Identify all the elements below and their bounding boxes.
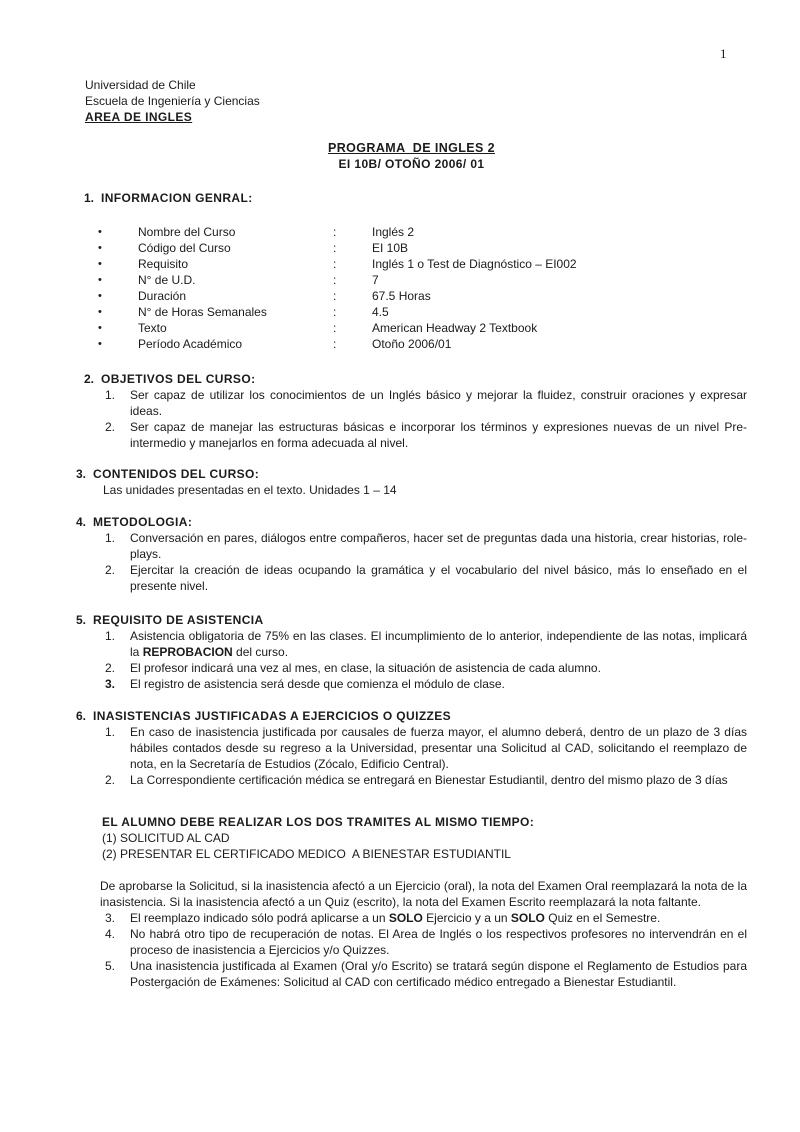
item-number: 2. (105, 420, 116, 434)
item-text: El registro de asistencia será desde que comienza el módulo de clase. (130, 677, 505, 691)
section-4-heading (76, 514, 747, 530)
course-info-table (98, 224, 747, 352)
item-number: 5. (105, 959, 116, 973)
section-2-title: OBJETIVOS DEL CURSO: (101, 372, 256, 386)
tramite-item (102, 830, 747, 846)
info-separator: : (333, 289, 337, 303)
list-item (105, 958, 747, 990)
item-text: PRESENTAR EL CERTIFICADO MEDICO A BIENESTAR ESTUDIANTIL (120, 847, 511, 861)
info-label: Período Académico (138, 337, 243, 351)
section-6-title: INASISTENCIAS JUSTIFICADAS A EJERCICIOS O QUIZZES (93, 709, 452, 723)
section-1-title: INFORMACION GENRAL: (101, 191, 253, 205)
item-text: Ser capaz de utilizar los conocimientos de un Inglés básico y mejorar la fluidez, construir oraciones y expresar ideas. (130, 388, 747, 418)
org-line-university: Universidad de Chile (85, 78, 196, 92)
info-row-duracion (98, 288, 747, 304)
section-metodologia (76, 514, 747, 594)
section-6-number: 6. (76, 709, 87, 723)
info-separator: : (333, 305, 337, 319)
list-item (105, 660, 747, 676)
info-label: N° de Horas Semanales (138, 305, 267, 319)
bullet-icon: • (98, 290, 102, 302)
tramites-heading: EL ALUMNO DEBE REALIZAR LOS DOS TRAMITES AL MISMO TIEMPO: (102, 815, 535, 829)
metodologia-list (105, 530, 747, 594)
list-item (105, 926, 747, 958)
list-item (105, 772, 747, 788)
list-item (105, 910, 747, 926)
item-number: 3. (105, 911, 116, 925)
aprobacion-paragraph: De aprobarse la Solicitud, si la inasistencia afectó a un Ejercicio (oral), la nota del Examen Oral reemplazará la nota de la inasistencia. Si la inasistencia afectó a un Quiz (escrito), la nota del Examen Escrito reemplazará la nota faltante. (100, 879, 747, 909)
section-3-number: 3. (76, 467, 87, 481)
item-text: Conversación en pares, diálogos entre compañeros, hacer set de preguntas dada una historia, crear historias, role-plays. (130, 531, 747, 561)
item-text: Una inasistencia justificada al Examen (Oral y/o Escrito) se tratará según dispone el Reglamento de Estudios para Postergación de Exámenes: Solicitud al CAD con certificado médico entregado a Bienestar Estudiantil. (130, 959, 747, 989)
section-1-number: 1. (84, 191, 95, 205)
section-asistencia (76, 612, 747, 692)
info-label: Duración (138, 289, 187, 303)
item-text: El reemplazo indicado sólo podrá aplicarse a un SOLO Ejercicio y a un SOLO Quiz en el Semestre. (130, 911, 661, 925)
section-5-title: REQUISITO DE ASISTENCIA (93, 613, 264, 627)
inasistencias-list-b (105, 910, 747, 990)
list-item (105, 419, 747, 451)
info-row-periodo (98, 336, 747, 352)
info-value: American Headway 2 Textbook (372, 321, 538, 335)
section-objetivos (76, 371, 747, 451)
info-value: Inglés 1 o Test de Diagnóstico – EI002 (372, 257, 577, 271)
info-label: Texto (138, 321, 167, 335)
info-label: N° de U.D. (138, 273, 196, 287)
item-text: En caso de inasistencia justificada por causales de fuerza mayor, el alumno deberá, dentro de un plazo de 3 días hábiles contados desde su regreso a la Universidad, presentar una Solicitud al CAD, solicitando el reemplazo de nota, en la Secretaría de Estudios (Zócalo, Edificio Central). (130, 725, 747, 771)
info-value: 4.5 (372, 305, 389, 319)
info-row-requisito (98, 256, 747, 272)
info-value: 7 (372, 273, 379, 287)
info-separator: : (333, 257, 337, 271)
item-number: 1. (105, 725, 116, 739)
document-subtitle: EI 10B/ OTOÑO 2006/ 01 (338, 157, 485, 171)
section-4-number: 4. (76, 515, 87, 529)
section-2-number: 2. (84, 372, 95, 386)
item-text: El profesor indicará una vez al mes, en clase, la situación de asistencia de cada alumno. (130, 661, 601, 675)
info-separator: : (333, 225, 337, 239)
document-title: PROGRAMA DE INGLES 2 (328, 141, 495, 155)
info-row-horas-semanales (98, 304, 747, 320)
section-informacion-general (76, 190, 747, 352)
bullet-icon: • (98, 226, 102, 238)
item-text: La Correspondiente certificación médica se entregará en Bienestar Estudiantil, dentro del mismo plazo de 3 días (130, 773, 728, 787)
section-5-number: 5. (76, 613, 87, 627)
tramites-block (102, 814, 747, 862)
item-text: Asistencia obligatoria de 75% en las clases. El incumplimiento de lo anterior, independiente de las notas, implicará la REPROBACION del curso. (130, 629, 747, 659)
org-header (85, 77, 747, 125)
list-item (105, 562, 747, 594)
item-number: (1) (102, 831, 117, 845)
list-item (105, 676, 747, 692)
asistencia-list (105, 628, 747, 692)
objetivos-list (105, 387, 747, 451)
list-item (105, 628, 747, 660)
item-number: 2. (105, 661, 116, 675)
bullet-icon: • (98, 242, 102, 254)
item-number: 2. (105, 773, 116, 787)
item-number: 3. (105, 677, 116, 691)
section-3-heading (76, 466, 747, 482)
item-number: 4. (105, 927, 116, 941)
item-text: Ejercitar la creación de ideas ocupando la gramática y el vocabulario del nivel básico, más lo enseñado en el presente nivel. (130, 563, 747, 593)
info-row-codigo (98, 240, 747, 256)
item-number: (2) (102, 847, 117, 861)
list-item (105, 530, 747, 562)
section-inasistencias (76, 708, 747, 990)
info-separator: : (333, 321, 337, 335)
bullet-icon: • (98, 274, 102, 286)
section-5-heading (76, 612, 747, 628)
section-2-heading (84, 371, 747, 387)
info-value: 67.5 Horas (372, 289, 431, 303)
item-number: 2. (105, 563, 116, 577)
info-separator: : (333, 337, 337, 351)
bullet-icon: • (98, 306, 102, 318)
info-separator: : (333, 241, 337, 255)
info-label: Código del Curso (138, 241, 231, 255)
info-row-nombre (98, 224, 747, 240)
org-line-school: Escuela de Ingeniería y Ciencias (85, 94, 260, 108)
list-item (105, 724, 747, 772)
section-contenidos (76, 466, 747, 498)
tramite-item (102, 846, 747, 862)
info-row-ud (98, 272, 747, 288)
bullet-icon: • (98, 322, 102, 334)
info-label: Nombre del Curso (138, 225, 236, 239)
item-text: Ser capaz de manejar las estructuras básicas e incorporar los términos y expresiones nuevas de un nivel Pre-intermedio y manejarlos en forma adecuada al nivel. (130, 420, 747, 450)
item-number: 1. (105, 531, 116, 545)
info-label: Requisito (138, 257, 189, 271)
info-separator: : (333, 273, 337, 287)
contenidos-body: Las unidades presentadas en el texto. Unidades 1 – 14 (103, 483, 397, 497)
section-3-title: CONTENIDOS DEL CURSO: (93, 467, 260, 481)
item-text: SOLICITUD AL CAD (120, 831, 230, 845)
info-value: EI 10B (372, 241, 409, 255)
section-4-title: METODOLOGIA: (93, 515, 193, 529)
item-number: 1. (105, 629, 116, 643)
bullet-icon: • (98, 338, 102, 350)
inasistencias-list-a (105, 724, 747, 788)
item-text: No habrá otro tipo de recuperación de notas. El Area de Inglés o los respectivos profesores no intervendrán en el proceso de inasistencia a Ejercicios y/o Quizzes. (130, 927, 747, 957)
list-item (105, 387, 747, 419)
page-number: 1 (720, 46, 727, 61)
info-row-texto (98, 320, 747, 336)
item-number: 1. (105, 388, 116, 402)
title-block (76, 140, 747, 172)
info-value: Otoño 2006/01 (372, 337, 452, 351)
info-value: Inglés 2 (372, 225, 415, 239)
org-line-area: AREA DE INGLES (85, 110, 193, 124)
bullet-icon: • (98, 258, 102, 270)
section-1-heading (84, 190, 747, 206)
section-6-heading (76, 708, 747, 724)
